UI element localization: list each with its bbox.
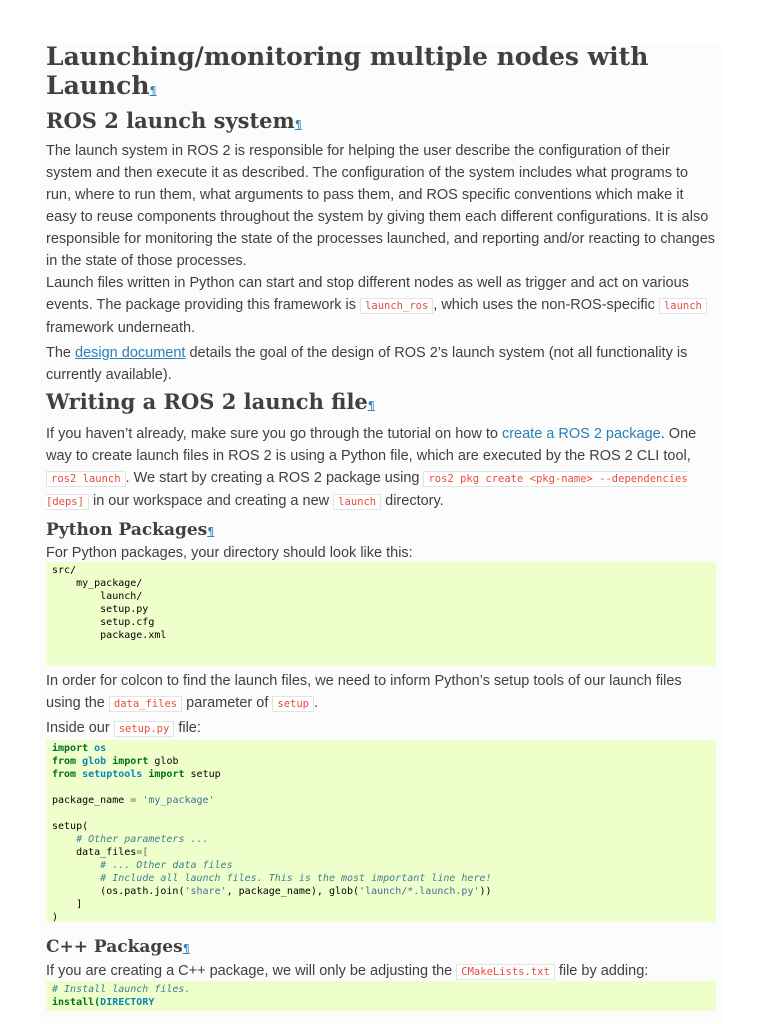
- section-heading-writing: Writing a ROS 2 launch file¶: [46, 389, 375, 414]
- create-package-link[interactable]: create a ROS 2 package: [501, 426, 661, 442]
- inline-code: ros2 launch: [46, 471, 126, 487]
- paragraph: If you are creating a C++ package, we will only be adjusting the CMakeLists.txt file by adding:: [46, 963, 649, 979]
- paragraph: The launch system in ROS 2 is responsible for helping the user describe the configuration of their system and then execute it as described. The configuration of the system includes what programs to run, where to run them, what arguments to pass them, and ROS specific conventions which make it easy to reuse components throughout the system by giving them each different configurations. It is also responsible for monitoring the state of the processes launched, and reporting and/or reacting to changes in the state of those processes.: [46, 143, 716, 269]
- inline-code: launch_ros: [360, 298, 433, 314]
- inline-code: launch: [333, 494, 381, 510]
- paragraph: If you haven’t already, make sure you go through the tutorial on how to create a ROS 2 package. One way to create launch files in ROS 2 is using a Python file, which are executed by the ROS 2 CLI tool, ros2 launch . We start by creating a ROS 2 package using ros2 pkg create <pkg-name> --dependencies [deps] in our workspace and creating a new launch directory.: [46, 426, 697, 509]
- permalink-icon[interactable]: ¶: [294, 118, 302, 131]
- permalink-icon[interactable]: ¶: [182, 942, 190, 955]
- paragraph: In order for colcon to find the launch files, we need to inform Python’s setup tools of our launch files using the data_files parameter of setup .: [46, 673, 682, 711]
- inline-code: data_files: [109, 696, 182, 712]
- paragraph: Launch files written in Python can start and stop different nodes as well as trigger and act on various events. The package providing this framework is launch_ros , which uses the non-ROS-specific launch framework underneath.: [46, 272, 716, 339]
- section-heading-launch-system: ROS 2 launch system¶: [46, 108, 302, 133]
- permalink-icon[interactable]: ¶: [149, 84, 157, 97]
- permalink-icon[interactable]: ¶: [367, 399, 375, 412]
- paragraph: Inside our setup.py file:: [46, 720, 201, 736]
- page-title: Launching/monitoring multiple nodes with Launch¶: [46, 42, 649, 100]
- document-page: [40, 42, 722, 1024]
- inline-code: CMakeLists.txt: [456, 964, 555, 980]
- inline-code: setup: [272, 696, 314, 712]
- paragraph: The design document details the goal of the design of ROS 2’s launch system (not all functionality is currently available).: [46, 345, 688, 383]
- inline-code: setup.py: [114, 721, 175, 737]
- cmake-code-block: # Install launch files. install(DIRECTORY: [46, 981, 716, 1011]
- directory-tree-code-block: src/ my_package/ launch/ setup.py setup.cfg package.xml: [46, 562, 716, 666]
- inline-code: launch: [659, 298, 707, 314]
- design-document-link[interactable]: design document: [75, 345, 186, 361]
- section-heading-cpp-packages: C++ Packages¶: [46, 937, 190, 957]
- permalink-icon[interactable]: ¶: [207, 525, 215, 538]
- paragraph: For Python packages, your directory should look like this:: [46, 545, 413, 561]
- section-heading-python-packages: Python Packages¶: [46, 520, 215, 540]
- setup-py-code-block: import os from glob import glob from setuptools import setup package_name = 'my_package' setup( # Other parameters ... data_files=[ # ... Other data files # Include all launch files. This is the most important line here! (os.path.join('share', package_name), glob('launch/*.launch.py')) ] ): [46, 740, 716, 922]
- inline-code: ros2 pkg create <pkg-name> --dependencies [deps]: [46, 473, 688, 508]
